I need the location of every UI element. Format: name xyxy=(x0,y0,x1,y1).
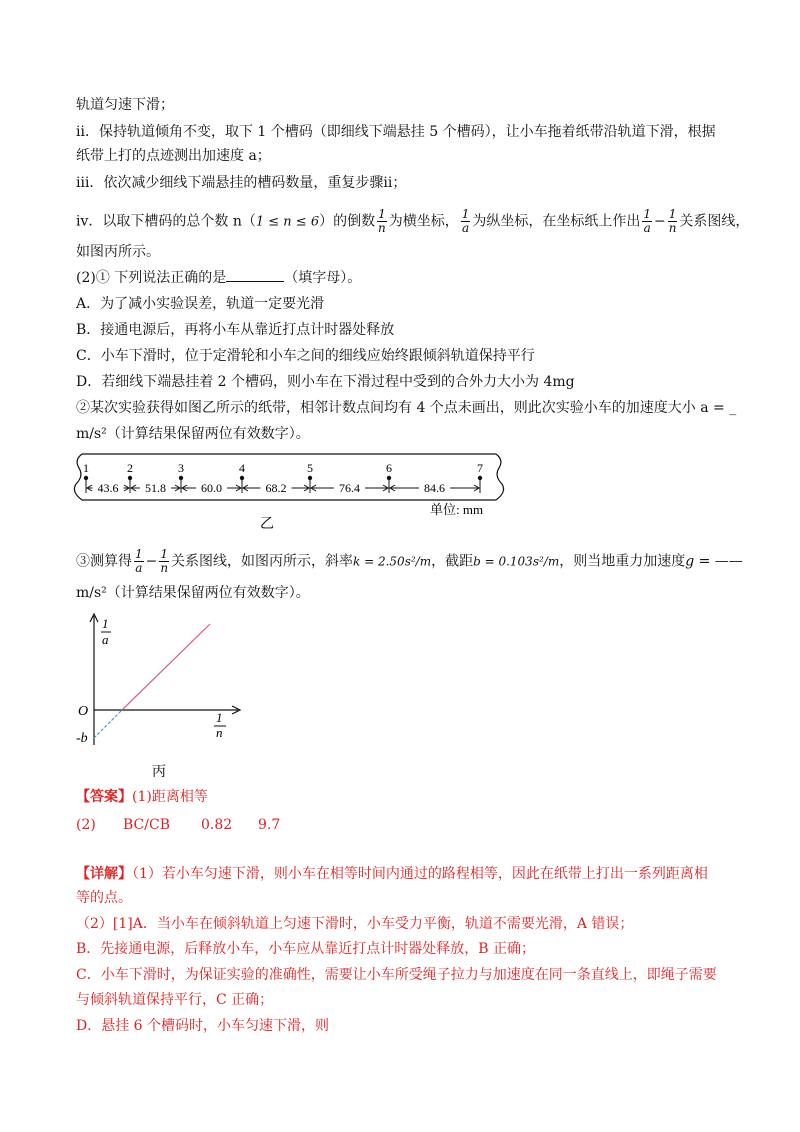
text-fragment: 关系图线，如图丙所示，斜率 xyxy=(171,553,354,570)
numerator: 1 xyxy=(668,207,677,221)
option-b: B．接通电源后，再将小车从靠近打点计时器处释放 xyxy=(76,322,395,338)
numerator: 1 xyxy=(461,207,470,221)
paper-tape-figure xyxy=(60,448,530,534)
graph-caption: 丙 xyxy=(152,765,166,780)
tape-unit: 单位: mm xyxy=(430,502,484,517)
x-axis-label-num: 1 xyxy=(216,710,223,725)
tape-marks xyxy=(83,461,483,495)
origin-label: O xyxy=(78,704,89,719)
text-fragment: ③测算得 xyxy=(76,553,132,570)
tape-point-label: 2 xyxy=(127,461,133,475)
text-line: 轨道匀速下滑； xyxy=(76,97,174,113)
numerator: 1 xyxy=(160,547,169,561)
text-line: 如图丙所示。 xyxy=(76,244,160,260)
fraction-1-over-n xyxy=(159,548,169,575)
answer-label: 【答案】 xyxy=(76,789,132,805)
detail-line: D．悬挂 6 个槽码时，小车匀速下滑，则 xyxy=(76,1018,330,1034)
question-1 xyxy=(76,267,361,288)
option-d: D．若细线下端悬挂着 2 个槽码，则小车在下滑过程中受到的合外力大小为 4mg xyxy=(76,374,575,390)
tape-point-label: 7 xyxy=(477,461,483,475)
answer-value-1: BC/CB xyxy=(123,817,170,833)
numerator: 1 xyxy=(135,547,143,561)
detail-line: 等的点。 xyxy=(76,890,132,906)
graph-dashed-line xyxy=(94,710,122,738)
text-fragment: ，则当地重力加速度 xyxy=(559,553,686,570)
fraction-1-over-n xyxy=(668,208,678,235)
text-fragment: ，截距 xyxy=(431,553,474,570)
answer-part-1: (1)距离相等 xyxy=(132,789,208,805)
tape-gap-value: 68.2 xyxy=(265,481,287,495)
detail-line: （2）[1]A．当小车在倾斜轨道上匀速下滑时，小车受力平衡，轨道不需要光滑，A 错误； xyxy=(76,916,634,932)
text-line: ⅲ．依次减少细线下端悬挂的槽码数量，重复步骤ⅱ； xyxy=(76,175,407,191)
question-2-unit: m/s²（计算结果保留两位有效数字）。 xyxy=(76,426,310,442)
answer-line-1 xyxy=(76,787,208,807)
slope-value: k = 2.50s²/m xyxy=(353,554,432,569)
minus-sign: − xyxy=(654,213,666,230)
text-line: ⅱ．保持轨道倾角不变，取下 1 个槽码（即细线下端悬挂 5 个槽码），让小车拖着纸带沿轨道下滑，根据 xyxy=(76,124,716,140)
tape-point-label: 3 xyxy=(178,461,184,475)
numerator: 1 xyxy=(378,207,386,221)
numerator: 1 xyxy=(643,207,652,221)
answer-value-3: 9.7 xyxy=(258,817,281,833)
denominator: a xyxy=(461,221,470,235)
tape-point-label: 5 xyxy=(307,461,313,475)
denominator: a xyxy=(643,221,651,235)
text-line-axes xyxy=(76,208,749,235)
fraction-1-over-a xyxy=(642,208,652,235)
question-3-unit: m/s²（计算结果保留两位有效数字）。 xyxy=(76,585,310,601)
text-fragment: ⅳ．以取下槽码的总个数 n（ xyxy=(76,213,256,230)
answer-blank xyxy=(226,267,284,282)
question-1-tail: （填字母）。 xyxy=(284,270,362,286)
question-1-text: (2)① 下列说法正确的是 xyxy=(76,270,227,286)
x-axis-label-den: n xyxy=(216,725,223,740)
fraction-1-over-n xyxy=(377,208,387,235)
y-axis xyxy=(90,614,98,745)
text-line: 纸带上打的点迹测出加速度 a； xyxy=(76,148,271,164)
range-expression: 1 ≤ n ≤ 6 xyxy=(255,214,320,230)
detail-line: C．小车下滑时，为保证实验的准确性，需要让小车所受绳子拉力与加速度在同一条直线上，即绳子需要 xyxy=(76,967,717,983)
tape-caption: 乙 xyxy=(260,517,274,532)
option-a: A．为了减小实验误差，轨道一定要光滑 xyxy=(76,296,325,312)
text-fragment: 关系图线， xyxy=(679,213,750,230)
answer-part-2-num: (2) xyxy=(76,817,96,833)
intercept-label: -b xyxy=(76,731,88,746)
minus-sign: − xyxy=(145,553,158,570)
option-c: C．小车下滑时，位于定滑轮和小车之间的细线应始终跟倾斜轨道保持平行 xyxy=(76,348,535,364)
text-fragment: ）的倒数 xyxy=(319,213,376,230)
text-fragment: 为横坐标， xyxy=(388,213,459,230)
tape-gap-value: 60.0 xyxy=(201,481,222,495)
detail-text: （1）若小车匀速下滑，则小车在相等时间内通过的路程相等，因此在纸带上打出一系列距离相 xyxy=(132,866,708,882)
tape-gap-value: 84.6 xyxy=(424,481,445,495)
intercept-value: b = 0.103s²/m xyxy=(473,554,560,569)
tape-point-label: 4 xyxy=(239,461,245,475)
detail-line-1 xyxy=(76,864,708,884)
tape-point-label: 6 xyxy=(386,461,392,475)
answer-value-2: 0.82 xyxy=(201,817,233,833)
detail-line: 与倾斜轨道保持平行，C 正确； xyxy=(76,992,274,1008)
question-3 xyxy=(76,548,743,575)
fraction-1-over-a xyxy=(461,208,471,235)
tape-gap-value: 43.6 xyxy=(97,481,119,495)
denominator: n xyxy=(378,221,386,235)
denominator: a xyxy=(135,561,143,575)
denominator: n xyxy=(668,221,677,235)
question-2: ②某次实验获得如图乙所示的纸带，相邻计数点间均有 4 个点未画出，则此次实验小车的加速度大小 a = _ xyxy=(76,400,737,416)
graph-figure xyxy=(70,610,250,785)
tape-point-label: 1 xyxy=(83,461,89,475)
tape-gap-value: 76.4 xyxy=(339,481,360,495)
denominator: n xyxy=(160,561,169,575)
graph-solid-line xyxy=(122,624,210,710)
detail-label: 【详解】 xyxy=(76,866,132,882)
y-axis-label-num: 1 xyxy=(102,616,109,631)
tape-gap-value: 51.8 xyxy=(145,481,166,495)
g-expression: g = —— xyxy=(685,553,743,570)
y-axis-label-den: a xyxy=(102,632,109,647)
fraction-1-over-a xyxy=(134,548,144,575)
text-fragment: 为纵坐标，在坐标纸上作出 xyxy=(472,213,641,230)
detail-line: B．先接通电源，后释放小车，小车应从靠近打点计时器处释放，B 正确； xyxy=(76,941,536,957)
